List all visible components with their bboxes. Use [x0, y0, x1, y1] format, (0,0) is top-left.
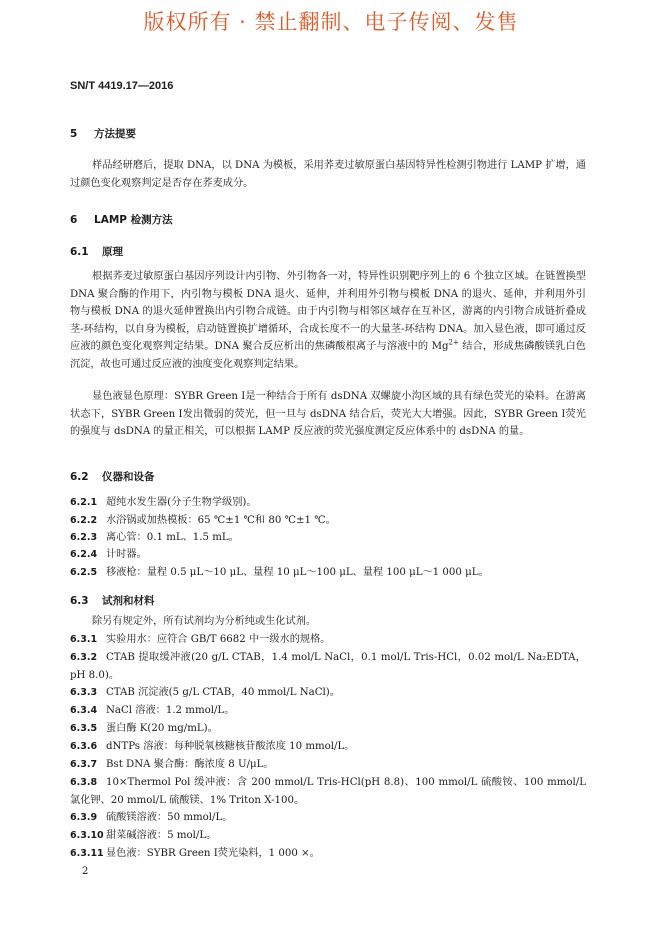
item-number: 6.3.3: [70, 687, 98, 698]
list-item: [70, 720, 586, 738]
item-number: 6.3.10: [70, 830, 104, 841]
section-number: 6.3: [70, 595, 89, 607]
list-item: [70, 738, 586, 756]
item-text: 甜菜碱溶液：5 mol/L。: [106, 830, 217, 841]
item-number: 6.3.7: [70, 759, 98, 770]
superscript: 2+: [448, 338, 459, 347]
item-text: 离心管：0.1 mL、1.5 mL。: [106, 532, 239, 543]
item-number: 6.2.2: [70, 515, 98, 526]
item-number: 6.2.1: [70, 497, 98, 508]
item-number: 6.3.2: [70, 652, 98, 663]
list-item: [70, 827, 586, 845]
item-number: 6.3.6: [70, 741, 98, 752]
list-item: [70, 649, 586, 684]
copyright-watermark: 版权所有 · 禁止翻制、电子传阅、发售: [143, 10, 519, 34]
section-5-heading: [70, 126, 136, 141]
item-text: 显色液：SYBR Green Ⅰ荧光染料，1 000 ×。: [106, 848, 320, 859]
item-text: Bst DNA 聚合酶：酶浓度 8 U/μL。: [106, 759, 274, 770]
section-6-1-heading: [70, 244, 123, 259]
item-text: 移液枪：量程 0.5 μL～10 μL、量程 10 μL～100 μL、量程 100 μL～1 000 μL。: [106, 567, 489, 578]
item-number: 6.2.5: [70, 567, 98, 578]
item-text: dNTPs 溶液：每种脱氧核糖核苷酸浓度 10 mmol/L。: [106, 741, 355, 752]
item-number: 6.2.4: [70, 549, 98, 560]
item-text: 硫酸镁溶液：50 mmol/L。: [106, 812, 233, 823]
list-item: [70, 845, 586, 863]
item-text: CTAB 沉淀液(5 g/L CTAB，40 mmol/L NaCl)。: [106, 687, 340, 698]
list-item: [70, 529, 586, 547]
item-text: NaCl 溶液：1.2 mmol/L。: [106, 705, 235, 716]
section-title: 方法提要: [94, 128, 136, 140]
reagents-intro: 除另有规定外，所有试剂均为分析纯或生化试剂。: [92, 616, 317, 627]
list-item: [70, 774, 586, 809]
section-6-heading: [70, 212, 173, 227]
item-text: CTAB 提取缓冲液(20 g/L CTAB，1.4 mol/L NaCl，0.1 mol/L Tris-HCl，0.02 mol/L Na₂EDTA，pH 8.0)。: [70, 652, 586, 681]
section-number: 6: [70, 214, 78, 226]
section-number: 5: [70, 128, 78, 140]
section-title: LAMP 检测方法: [94, 214, 173, 226]
item-text: 10×Thermol Pol 缓冲液：含 200 mmol/L Tris-HCl(pH 8.8)、100 mmol/L 硫酸铵、100 mmol/L 氯化钾、20 mmol/L 硫酸镁、1% Triton X-100。: [70, 777, 586, 806]
item-text: 超纯水发生器(分子生物学级别)。: [106, 497, 257, 508]
item-number: 6.3.1: [70, 634, 98, 645]
item-number: 6.3.5: [70, 723, 98, 734]
list-item: [70, 809, 586, 827]
item-text: 实验用水：应符合 GB/T 6682 中一级水的规格。: [106, 634, 331, 645]
list-item: [70, 494, 586, 512]
item-text: 水浴锅或加热模板：65 ℃±1 ℃和 80 ℃±1 ℃。: [106, 515, 336, 526]
section-6-3-heading: [70, 593, 155, 608]
principle-text-tail: 结合，形成焦磷酸镁乳白色沉淀，故也可通过反应液的浊度变化观察判定结果。: [70, 341, 586, 370]
item-number: 6.3.8: [70, 777, 98, 788]
section-6-2-heading: [70, 469, 155, 484]
list-item: [70, 684, 586, 702]
principle-text: 根据荞麦过敏原蛋白基因序列设计内引物、外引物各一对，特异性识别靶序列上的 6 个独立区域。在链置换型 DNA 聚合酶的作用下，内引物与模板 DNA 退火、延伸，并利用外引物与模板 DNA 的退火、延伸，并利用外引物与模板 DNA 的退火延伸置换出内引物合成链。由于内引物与相邻区域存在互补区，游离的内引物合成链折叠成茎-环结构，以自身为模板，启动链置换扩增循环，合成长度不一的大量茎-环结构 DNA。加入显色液，即可通过反应液的颜色变化观察判定结果。DNA 聚合反应析出的焦磷酸根离子与溶液中的 Mg: [70, 271, 586, 353]
list-item: [70, 631, 586, 649]
section-title: 原理: [102, 246, 123, 258]
list-item: [70, 564, 586, 582]
item-text: 计时器。: [106, 549, 147, 560]
list-item: [70, 512, 586, 530]
page-number: 2: [82, 866, 89, 877]
item-number: 6.3.11: [70, 848, 104, 859]
list-item: [70, 702, 586, 720]
section-title: 试剂和材料: [102, 595, 155, 607]
item-text: 蛋白酶 K(20 mg/mL)。: [106, 723, 218, 734]
section-number: 6.2: [70, 471, 89, 483]
item-number: 6.3.4: [70, 705, 98, 716]
item-number: 6.2.3: [70, 532, 98, 543]
standard-number: SN/T 4419.17—2016: [70, 80, 174, 92]
section-5-text: 样品经研磨后，提取 DNA，以 DNA 为模板，采用荞麦过敏原蛋白基因特异性检测引物进行 LAMP 扩增，通过颜色变化观察判定是否存在荞麦成分。: [70, 160, 586, 189]
list-item: [70, 546, 586, 564]
list-item: [70, 756, 586, 774]
principle-paragraph-1: [70, 268, 586, 374]
principle-paragraph-2: 显色液显色原理：SYBR Green Ⅰ是一种结合于所有 dsDNA 双螺旋小沟区域的具有绿色荧光的染料。在游离状态下，SYBR Green Ⅰ发出微弱的荧光，但一旦与 dsDNA 结合后，荧光大大增强。因此，SYBR Green Ⅰ荧光的强度与 dsDNA 的量正相关，可以根据 LAMP 反应液的荧光强度测定反应体系中的 dsDNA 的量。: [70, 391, 586, 438]
section-title: 仪器和设备: [102, 471, 155, 483]
section-number: 6.1: [70, 246, 89, 258]
item-number: 6.3.9: [70, 812, 98, 823]
